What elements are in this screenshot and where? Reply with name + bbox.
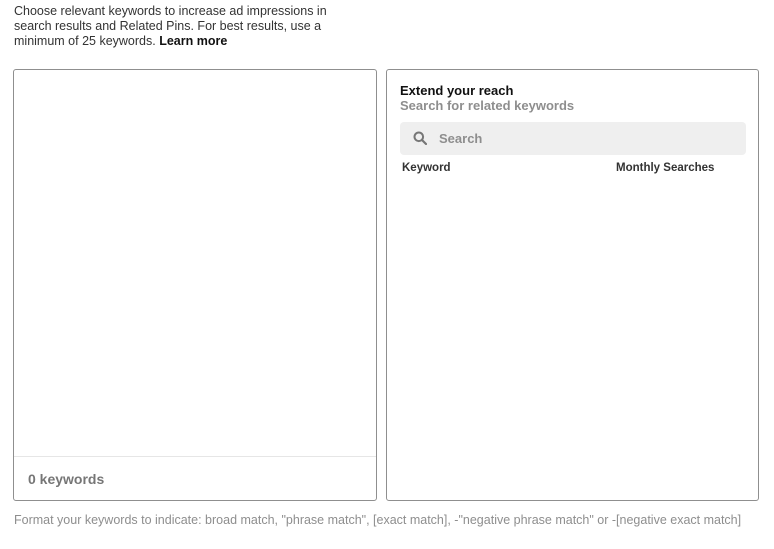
column-header-monthly-searches: Monthly Searches <box>616 162 715 174</box>
keyword-search-input[interactable] <box>400 122 746 155</box>
search-placeholder: Search <box>439 131 483 146</box>
format-footnote: Format your keywords to indicate: broad match, "phrase match", [exact match], -"negative phrase match" or -[negative exact match] <box>14 513 742 527</box>
intro-description: Choose relevant keywords to increase ad impressions in search results and Related Pins. For best results, use a minimum of 25 keywords. <box>14 4 327 48</box>
extend-reach-subtitle: Search for related keywords <box>400 98 575 113</box>
extend-reach-title: Extend your reach <box>400 83 514 98</box>
search-icon <box>413 131 427 145</box>
extend-reach-panel <box>386 69 759 501</box>
intro-text <box>14 4 334 49</box>
keywords-textarea[interactable] <box>14 70 376 457</box>
learn-more-link[interactable]: Learn more <box>159 34 228 48</box>
keywords-count: 0 keywords <box>28 471 105 487</box>
keywords-panel <box>13 69 377 501</box>
column-header-keyword: Keyword <box>402 162 451 174</box>
